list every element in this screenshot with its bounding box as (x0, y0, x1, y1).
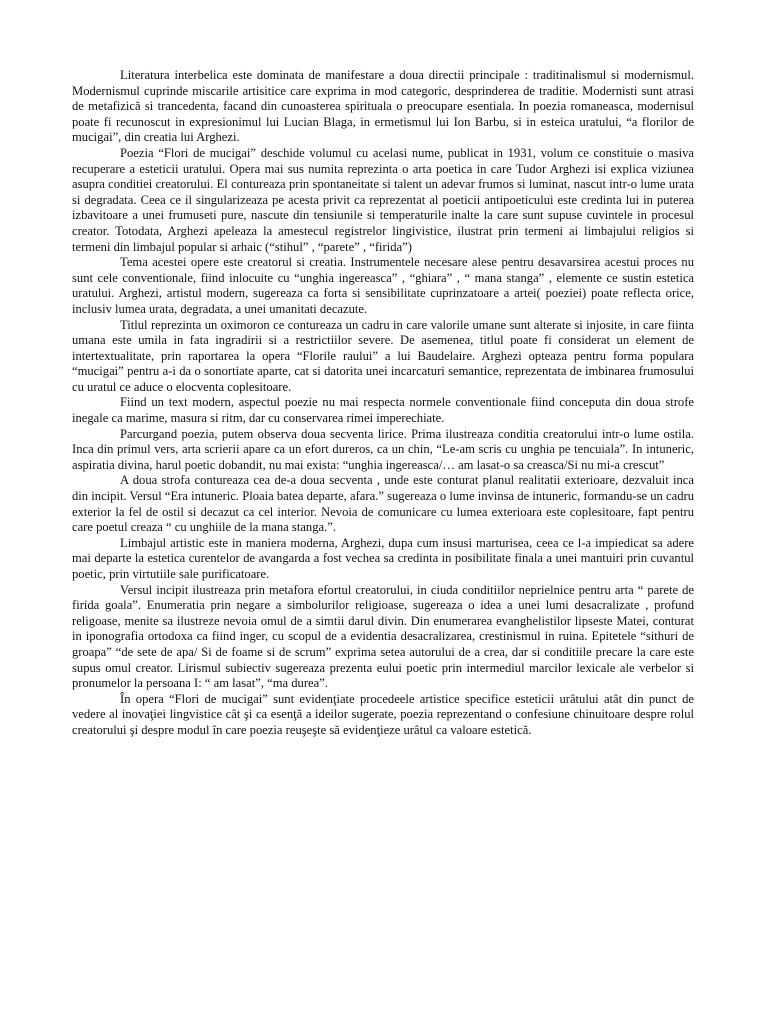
document-page (72, 68, 694, 739)
paragraph-poem-volume: Poezia “Flori de mucigai” deschide volumul cu acelasi nume, publicat in 1931, volum ce constituie o masiva recuperare a esteticii uratului. Opera mai sus numita reprezinta o arta poetica in care Tudor Arghezi isi explica viziunea asupra conditiei creatorului. El contureaza prin spontaneitate si talent un adevar frumos si luminat, nascut intr-o lume urata si degradata. Ceea ce il singularizeaza pe acesta privit ca reprezentat al poeticii antipoeticului este credinta lui in puterea izbavitoare a unei frumuseti pure, nascute din tensiunile si temperaturile inalte la care sunt supuse cuvintele in procesul creator. Totodata, Arghezi apeleaza la amestecul registrelor lingivistice, ilustrat prin termeni ai limbajului religios si termeni din limbajul popular si arhaic (“stihul” , “parete” , “firida”) (72, 145, 694, 254)
paragraph-title: Titlul reprezinta un oximoron ce contureaza un cadru in care valorile umane sunt alterate si injosite, in care fiinta umana este umila in fata ingradirii si a restrictiilor severe. De asemenea, titlul poate fi considerat un element de intertextualitate, prin raportarea la opera “Florile raului” a lui Baudelaire. Arghezi opteaza pentru forma populara “mucigai” pentru a-i da o sonortiate aparte, cat si datorita unei incarcaturi semantice, reprezentata de imbinarea frumosului cu uratul ce aduce o elocventa coplesitoare. (72, 317, 694, 394)
paragraph-intro: Literatura interbelica este dominata de manifestare a doua directii principale : traditinalismul si modernismul. Modernismul cuprinde miscarile artisitice care exprima in mod categoric, desprinderea de traditie. Modernisti sunt atrasi de metafizică si trancedenta, facand din cunoasterea spirituala o preocupare esentiala. In poezia romaneasca, modernisul poate fi recunoscut in expresionimul lui Lucian Blaga, in ermetismul lui Ion Barbu, si in esteica uratului, “a florilor de mucigai”, din creatia lui Arghezi. (72, 68, 694, 145)
paragraph-conclusion: În opera “Flori de mucigai” sunt evidenţiate procedeele artistice specifice esteticii urâtului atât din punct de vedere al inovaţiei lingvistice cât şi ca esenţă a ideilor sugerate, poezia reprezentand o confesiune chinuitoare despre rolul creatorului şi despre modul în care poezia reuşeşte să evidenţieze urâtul ca valoare estetică. (72, 691, 694, 737)
paragraph-theme: Tema acestei opere este creatorul si creatia. Instrumentele necesare alese pentru desavarsirea acestui proces nu sunt cele conventionale, fiind inlocuite cu “unghia ingereasca” , “ghiara” , “ mana stanga” , elemente ce sustin estetica uratului. Arghezi, artistul modern, sugereaza ca forta si sensibilitate cuprinzatoare a artei( poeziei) poate reflecta orice, inclusiv lumea urata, degradata, a unei umanitati decazute. (72, 255, 694, 316)
paragraph-second-sequence: A doua strofa contureaza cea de-a doua secventa , unde este conturat planul realitatii exterioare, dezvaluit inca din incipit. Versul “Era intuneric. Ploaia batea departe, afara.” sugereaza o lume invinsa de intuneric, formandu-se un cadru exterior la fel de ostil si decazut ca cel interior. Nevoia de comunicare cu lumea exterioara este coplesitoare, fapt pentru care poetul creaza “ cu unghiile de la mana stanga.”. (72, 473, 694, 535)
paragraph-incipit: Versul incipit ilustreaza prin metafora efortul creatorului, in ciuda conditiilor neprielnice pentru arta “ parete de firida goala”. Enumeratia prin negare a simbolurilor religioase, sugereaza o idea a unei lumi desacralizate , profund religoase, menite sa ilustreze nevoia omul de a simtii darul divin. Din enumerarea evanghelistilor lipseste Matei, conturat in iponografia ortodoxa ca fiind inger, cu scopul de a evidentia desacralizarea, crestinismul in ruina. Epitetele “sithuri de groapa” “de sete de apa/ Si de foame si de scrum” exprima setea autorului de a crea, dar si conditiile precare la care este supus omul creator. Lirismul subiectiv sugereaza prezenta eului poetic prin intermediul marcilor lexicale ale verbelor si pronumelor la persoana I: “ am lasat”, “ma durea”. (72, 582, 694, 691)
paragraph-first-sequence: Parcurgand poezia, putem observa doua secventa lirice. Prima ilustreaza conditia creatorului intr-o lume ostila. Inca din primul vers, arta scrierii apare ca un efort dureros, ca un chin, “Le-am scris cu unghia pe tencuiala”. In intuneric, aspiratia divina, harul poetic dobandit, nu mai exista: “unghia ingereasca/… am lasat-o sa creasca/Si nu mi-a crescut” (72, 426, 694, 472)
paragraph-structure: Fiind un text modern, aspectul poezie nu mai respecta normele conventionale fiind conceputa din doua strofe inegale ca marime, masura si ritm, dar cu conservarea rimei imperechiate. (72, 395, 694, 426)
paragraph-language: Limbajul artistic este in maniera moderna, Arghezi, dupa cum insusi marturisea, ceea ce l-a impiedicat sa adere mai departe la estetica curentelor de avangarda a fost vechea sa credinta in posibilitate finala a unei mantuiri prin cuvantul poetic, prin virtutiile sale purificatoare. (72, 535, 694, 581)
